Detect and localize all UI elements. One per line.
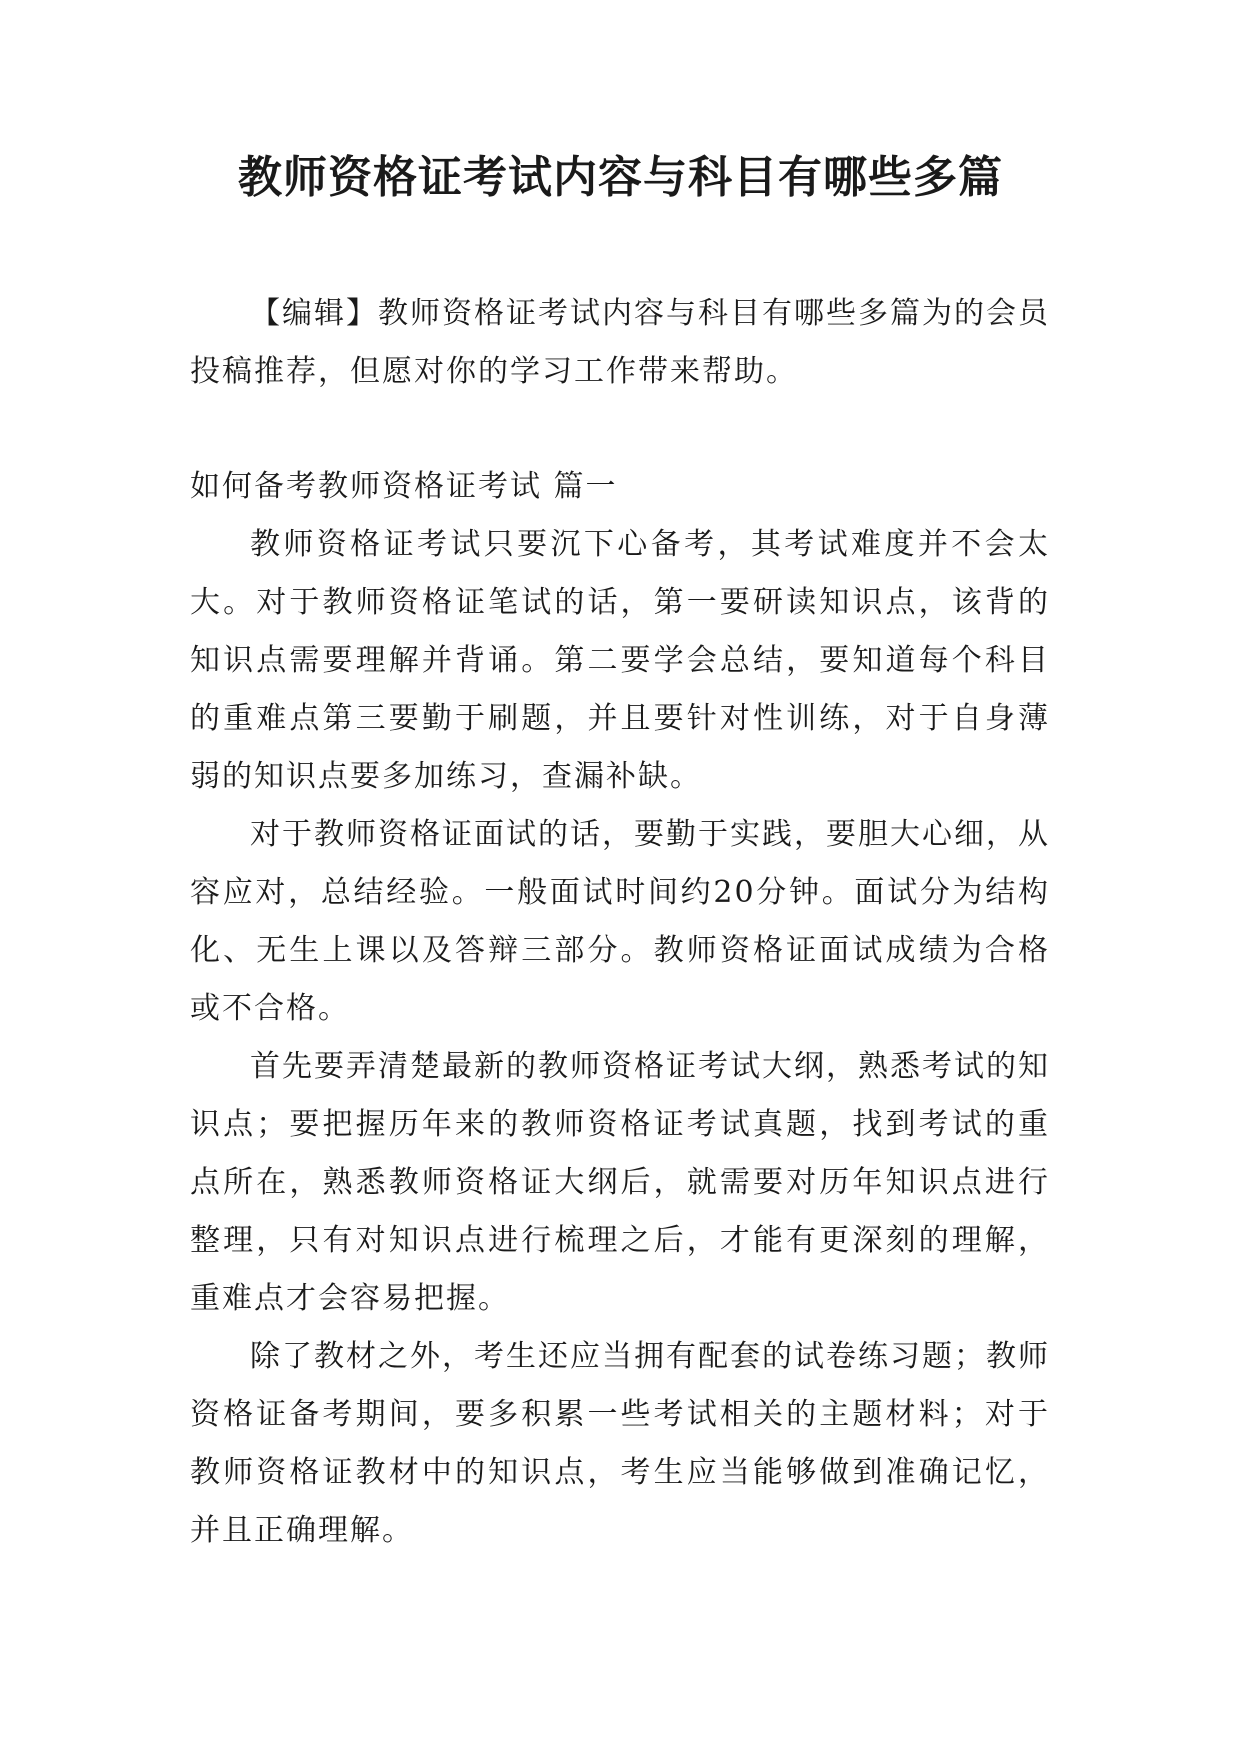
intro-paragraph: 【编辑】教师资格证考试内容与科目有哪些多篇为的会员投稿推荐，但愿对你的学习工作带来帮助。: [190, 296, 1050, 389]
body-paragraph: 教师资格证考试只要沉下心备考，其考试难度并不会太大。对于教师资格证笔试的话，第一要研读知识点，该背的知识点需要理解并背诵。第二要学会总结，要知道每个科目的重难点第三要勤于刷题，并且要针对性训练，对于自身薄弱的知识点要多加练习，查漏补缺。: [190, 527, 1050, 794]
section-block: [190, 458, 1050, 1560]
body-paragraph: 对于教师资格证面试的话，要勤于实践，要胆大心细，从容应对，总结经验。一般面试时间约20分钟。面试分为结构化、无生上课以及答辩三部分。教师资格证面试成绩为合格或不合格。: [190, 817, 1050, 1026]
section-heading: 如何备考教师资格证考试 篇一: [190, 469, 618, 504]
intro-block: [190, 285, 1050, 401]
body-paragraph: 首先要弄清楚最新的教师资格证考试大纲，熟悉考试的知识点；要把握历年来的教师资格证考试真题，找到考试的重点所在，熟悉教师资格证大纲后，就需要对历年知识点进行整理，只有对知识点进行梳理之后，才能有更深刻的理解，重难点才会容易把握。: [190, 1049, 1050, 1316]
document-title: 教师资格证考试内容与科目有哪些多篇: [238, 152, 1003, 203]
body-paragraph: 除了教材之外，考生还应当拥有配套的试卷练习题；教师资格证备考期间，要多积累一些考试相关的主题材料；对于教师资格证教材中的知识点，考生应当能够做到准确记忆，并且正确理解。: [190, 1339, 1050, 1548]
